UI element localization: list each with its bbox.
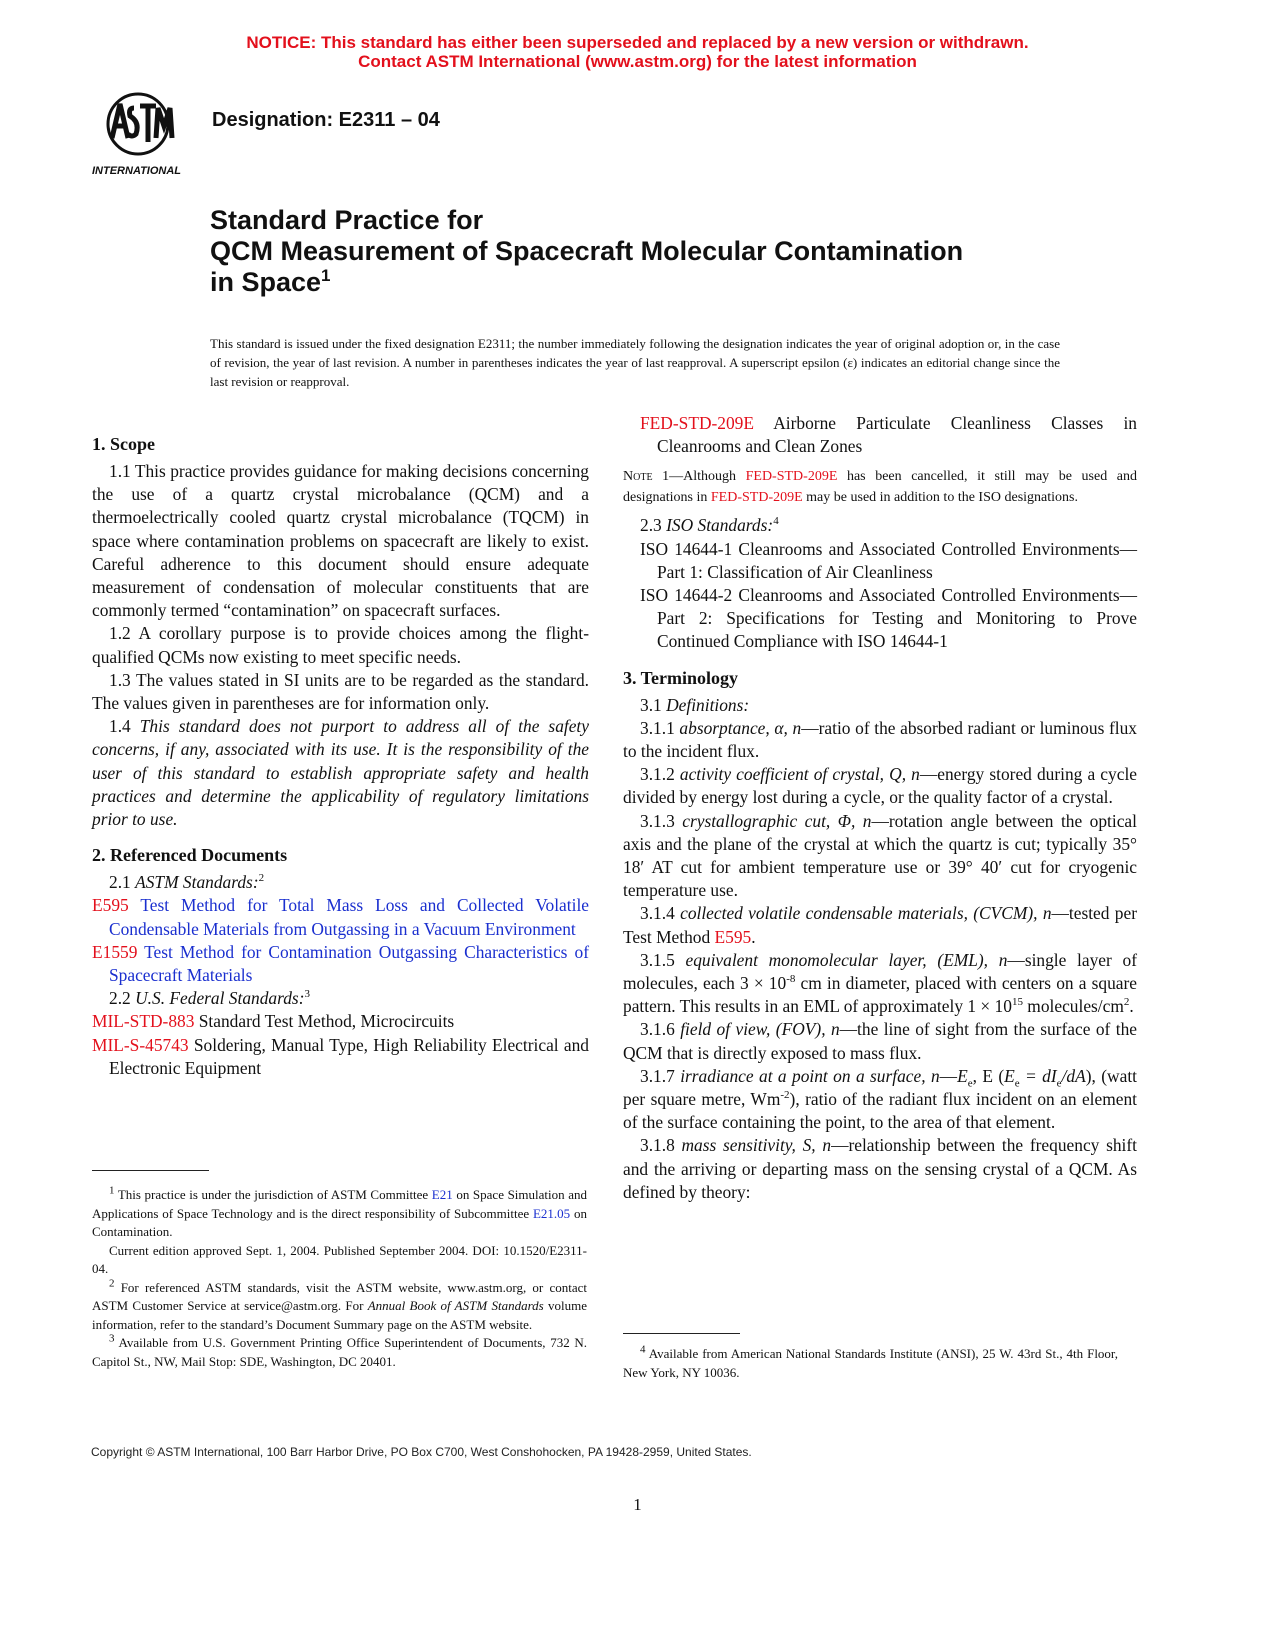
term-3-1-4: 3.1.4 collected volatile condensable materials, (CVCM), n—tested per Test Method E595. [623,903,1137,947]
footnote-1: $^1$ This practice is under the jurisdiction of ASTM Committee E21 on Space Simulation and Applications of Space Technology and is the direct responsibility of Subcommittee E21.05 on Contamination. [92,1184,588,1239]
definitions-label: 3.1 Definitions: [640,694,750,715]
note-1: Note 1—Although FED-STD-209E has been cancelled, it still may be used and designations in FED-STD-209E may be used in addition to the ISO designations. [623,469,1137,506]
left-column [92,432,589,1080]
ref-iso-14644-2: ISO 14644-2 Cleanrooms and Associated Controlled Environments—Part 2: Specifications for Testing and Monitoring to Prove Continued Compliance with ISO 14644-1 [640,585,1137,652]
e595-link[interactable]: E595 [92,895,129,916]
issuance-statement: This standard is issued under the fixed designation E2311; the number immediately following the designation indicates the year of original adoption or, in the case of revision, the year of last revision. A number in parentheses indicates the year of last reapproval. A superscript epsilon (ε) indicates an editorial change since the last revision or reapproval. [210,336,1060,389]
footnote-4: $^4$ Available from American National Standards Institute (ANSI), 25 W. 43rd St., 4th Floor, New York, NY 10036. [623,1343,1118,1380]
page-number: 1 [633,1495,642,1514]
withdrawn-notice [0,33,1275,71]
federal-standards-label: 2.2 U.S. Federal Standards:$^3$ [109,988,310,1009]
term-3-1-3: 3.1.3 crystallographic cut, Φ, n—rotation angle between the optical axis and the plane of the crystal at which the quartz is cut; typically 35° 18′ AT cut for ambient temperature use or 39° 40′ cut for cryogenic temperature use. [623,810,1137,901]
astm-logo-icon [90,86,200,182]
footnote-edition: Current edition approved Sept. 1, 2004. Published September 2004. DOI: 10.1520/E2311-04. [92,1242,587,1276]
ref-fed-std-209e: FED-STD-209E Airborne Particulate Cleanliness Classes in Cleanrooms and Clean Zones [640,413,1138,457]
e595-link-terminology[interactable]: E595 [714,926,752,947]
logo-text: INTERNATIONAL [92,165,182,177]
note-fed-std-link-1[interactable]: FED-STD-209E [745,469,838,485]
e1559-title-link[interactable]: Test Method for Contamination Outgassing Characteristics of Spacecraft Materials [109,941,589,986]
footnotes-right [623,1345,1118,1382]
term-3-1-2: 3.1.2 activity coefficient of crystal, Q, n—energy stored during a cycle divided by energy lost during a cycle, or the quality factor of a crystal. [623,764,1137,808]
scope-heading: 1. Scope [92,434,155,454]
footnotes-left [92,1186,587,1371]
title-footnote-mark: 1 [321,266,331,285]
e2105-link[interactable]: E21.05 [532,1205,571,1221]
designation: Designation: E2311 – 04 [212,109,440,131]
refdocs-heading: 2. Referenced Documents [92,845,288,866]
title-line-3: in Space [210,267,322,297]
astm-standards-label: 2.1 ASTM Standards:$^2$ [109,872,265,893]
fed-std-209e-link[interactable]: FED-STD-209E [640,413,754,433]
ref-iso-14644-1: ISO 14644-1 Cleanrooms and Associated Controlled Environments—Part 1: Classification of Air Cleanliness [640,538,1137,582]
term-3-1-1: 3.1.1 absorptance, α, n—ratio of the absorbed radiant or luminous flux to the incident flux. [623,717,1137,762]
scope-1-4: 1.4 This standard does not purport to address all of the safety concerns, if any, associated with its use. It is the responsibility of the user of this standard to establish appropriate safety and health practices and determine the applicability of regulatory limitations prior to use. [92,716,589,830]
term-3-1-7: 3.1.7 irradiance at a point on a surface, $n—E_e$, E $(E_e = dI_e/dA)$, (watt per square metre, $Wm^{-2}$), ratio of the radiant flux incident on an element of the surface containing the point, to the area of that element. [623,1065,1138,1133]
scope-1-3: 1.3 The values stated in SI units are to be regarded as the standard. The values given in parentheses are for information only. [92,669,589,714]
note-fed-std-link-2[interactable]: FED-STD-209E [710,490,803,506]
e21-link[interactable]: E21 [431,1187,453,1202]
footnote-2: $^2$ For referenced ASTM standards, visit the ASTM website, www.astm.org, or contact ASTM Customer Service at service@astm.org. For Annual Book of ASTM Standards volume information, refer to the standard’s Document Summary page on the ASTM website. [92,1277,587,1332]
document-title [210,205,963,298]
title-line-2: QCM Measurement of Spacecraft Molecular Contamination [210,236,964,266]
terminology-heading: 3. Terminology [623,667,739,688]
term-3-1-5: 3.1.5 equivalent monomolecular layer, (EML), n—single layer of molecules, each $3 \times 10^{-8}$ cm in diameter, placed with centers on a square pattern. This results in an EML of approximately $1 \times 10^{15}$ molecules/$cm^2$. [623,949,1138,1017]
notice-line-2: Contact ASTM International (www.astm.org) for the latest information [358,52,917,71]
ref-e1559 [92,941,589,987]
footnote-divider-left [92,1170,209,1171]
mil-s-45743-link[interactable]: MIL-S-45743 [92,1034,189,1055]
e595-title-link[interactable]: Test Method for Total Mass Loss and Collected Volatile Condensable Materials from Outgassing in a Vacuum Environment [109,895,589,939]
scope-1-2: 1.2 A corollary purpose is to provide choices among the flight-qualified QCMs now existing to meet specific needs. [92,623,589,667]
ref-e595 [92,894,589,940]
ref-mil-s-45743: MIL-S-45743 Soldering, Manual Type, High Reliability Electrical and Electronic Equipment [92,1034,589,1078]
term-3-1-6: 3.1.6 field of view, (FOV), n—the line of sight from the surface of the QCM that is directly exposed to mass flux. [623,1019,1137,1063]
copyright: Copyright © ASTM International, 100 Barr Harbor Drive, PO Box C700, West Conshohocken, PA 19428-2959, United States. [91,1445,752,1459]
title-line-1: Standard Practice for [210,205,484,235]
mil-std-883-link[interactable]: MIL-STD-883 [92,1011,195,1032]
ref-mil-std-883: MIL-STD-883 Standard Test Method, Microcircuits [92,1011,455,1032]
notice-line-1: NOTICE: This standard has either been superseded and replaced by a new version or withdrawn. [246,33,1029,52]
term-3-1-8: 3.1.8 mass sensitivity, S, n—relationship between the frequency shift and the arriving or departing mass on the sensing crystal of a QCM. As defined by theory: [623,1135,1137,1202]
scope-1-1: 1.1 This practice provides guidance for making decisions concerning the use of a quartz crystal microbalance (QCM) and a thermoelectrically cooled quartz crystal microbalance (TQCM) in space where contamination problems on spacecraft are likely to exist. Careful adherence to this document should ensure adequate measurement of condensation of molecular constituents that are commonly termed “contamination” on spacecraft surfaces. [92,461,589,621]
e1559-link[interactable]: E1559 [92,941,138,962]
footnote-divider-right [623,1333,740,1334]
iso-standards-label: 2.3 ISO Standards:$^4$ [640,515,779,536]
footnote-3: $^3$ Available from U.S. Government Printing Office Superintendent of Documents, 732 N. Capitol St., NW, Mail Stop: SDE, Washington, DC 20401. [92,1332,587,1369]
right-column [623,412,1138,1204]
